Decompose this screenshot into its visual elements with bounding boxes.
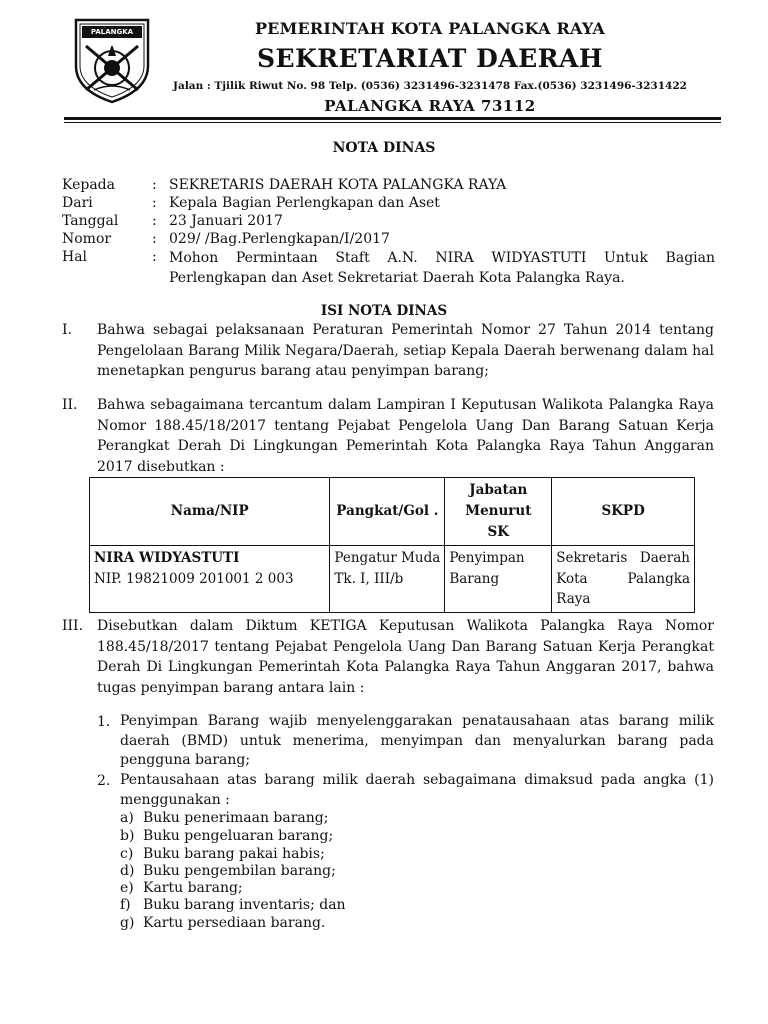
logo-text: PALANGKA RAYA xyxy=(90,28,134,48)
cell-nama xyxy=(90,546,330,613)
letter-marker: b) xyxy=(120,828,135,844)
letterhead-thick-rule xyxy=(64,117,721,120)
staff-nip: NIP. 19821009 201001 2 003 xyxy=(94,570,294,587)
header-value: 23 Januari 2017 xyxy=(169,213,283,229)
column-header-nama: Nama/NIP xyxy=(90,478,330,546)
letter-marker: f) xyxy=(120,897,131,913)
header-colon: : xyxy=(152,249,157,265)
header-value: 029/ /Bag.Perlengkapan/I/2017 xyxy=(169,231,390,247)
list-number: 1. xyxy=(97,714,111,730)
list-item: Kartu barang; xyxy=(143,880,243,896)
list-item: Kartu persediaan barang. xyxy=(143,915,326,931)
list-item: Buku barang pakai habis; xyxy=(143,846,325,862)
city-emblem-logo xyxy=(72,16,152,104)
header-key: Kepada xyxy=(62,177,115,193)
list-number: 2. xyxy=(97,773,111,789)
list-item: Penyimpan Barang wajib menyelenggarakan penatausahaan atas barang milik daerah (BMD) untuk menerima, menyimpan dan menyalurkan barang pada pengguna barang; xyxy=(120,713,714,768)
point-text: Bahwa sebagaimana tercantum dalam Lampiran I Keputusan Walikota Palangka Raya Nomor 188.45/18/2017 tentang Pejabat Pengelola Uang Dan Barang Satuan Kerja Perangkat Derah Di Lingkungan Pemerintah Kota Palangka Raya Tahun Anggaran 2017 disebutkan : xyxy=(97,397,714,475)
header-colon: : xyxy=(152,177,157,193)
list-item: Buku barang inventaris; dan xyxy=(143,897,346,913)
staff-name: NIRA WIDYASTUTI xyxy=(94,550,240,566)
header-value: SEKRETARIS DAERAH KOTA PALANGKA RAYA xyxy=(169,177,507,193)
column-header-skpd: SKPD xyxy=(552,478,695,546)
letterhead-office: SEKRETARIAT DAERAH xyxy=(256,44,604,73)
list-item: Buku penerimaan barang; xyxy=(143,810,329,826)
point-text: Bahwa sebagai pelaksanaan Peraturan Pemerintah Nomor 27 Tahun 2014 tentang Pengelolaan Barang Milik Negara/Daerah, setiap Kepala Daerah berwenang dalam hal menetapkan pengurus barang atau penyimpan barang; xyxy=(97,322,714,379)
cell-jabatan: Penyimpan Barang xyxy=(445,546,552,613)
list-item: Pentausahaan atas barang milik daerah sebagaimana dimaksud pada angka (1) menggunakan : xyxy=(120,772,714,808)
header-key: Hal xyxy=(62,249,88,265)
header-key: Tanggal xyxy=(62,213,119,229)
letterhead-government: PEMERINTAH KOTA PALANGKA RAYA xyxy=(254,19,606,38)
header-value: Kepala Bagian Perlengkapan dan Aset xyxy=(169,195,440,211)
letterhead-address: Jalan : Tjilik Riwut No. 98 Telp. (0536) 3231496-3231478 Fax.(0536) 3231496-3231422 xyxy=(173,80,687,92)
section-title: ISI NOTA DINAS xyxy=(320,303,448,319)
header-colon: : xyxy=(152,213,157,229)
cell-pangkat: Pengatur Muda Tk. I, III/b xyxy=(330,546,445,613)
header-key: Nomor xyxy=(62,231,112,247)
header-value: Mohon Permintaan Staft A.N. NIRA WIDYASTUTI Untuk Bagian Perlengkapan dan Aset Sekretariat Daerah Kota Palangka Raya. xyxy=(169,250,715,286)
column-header-jabatan: Jabatan Menurut SK xyxy=(445,478,552,546)
header-colon: : xyxy=(152,195,157,211)
table-header-row xyxy=(90,478,695,546)
letterhead-city: PALANGKA RAYA 73112 xyxy=(324,97,536,115)
letter-marker: c) xyxy=(120,846,134,862)
point-number: III. xyxy=(62,618,84,634)
list-item: Buku pengembilan barang; xyxy=(143,863,336,879)
document-title: NOTA DINAS xyxy=(332,140,436,156)
letter-marker: d) xyxy=(120,863,135,879)
letter-marker: e) xyxy=(120,880,134,896)
point-number: I. xyxy=(62,322,72,338)
header-colon: : xyxy=(152,231,157,247)
cell-skpd: Sekretaris Daerah Kota Palangka Raya xyxy=(552,546,695,613)
column-header-pangkat: Pangkat/Gol . xyxy=(330,478,445,546)
point-number: II. xyxy=(62,397,78,413)
list-item: Buku pengeluaran barang; xyxy=(143,828,334,844)
staff-table xyxy=(89,477,695,613)
table-row xyxy=(90,546,695,613)
header-key: Dari xyxy=(62,195,93,211)
letterhead-thin-rule xyxy=(64,122,721,123)
point-text: Disebutkan dalam Diktum KETIGA Keputusan Walikota Palangka Raya Nomor 188.45/18/2017 tentang Pejabat Pengelola Uang Dan Barang Satuan Kerja Perangkat Derah Di Lingkungan Pemerintah Kota Palangka Raya Tahun Anggaran 2017, bahwa tugas penyimpan barang antara lain : xyxy=(97,618,714,696)
letter-marker: g) xyxy=(120,915,135,931)
letter-marker: a) xyxy=(120,810,134,826)
